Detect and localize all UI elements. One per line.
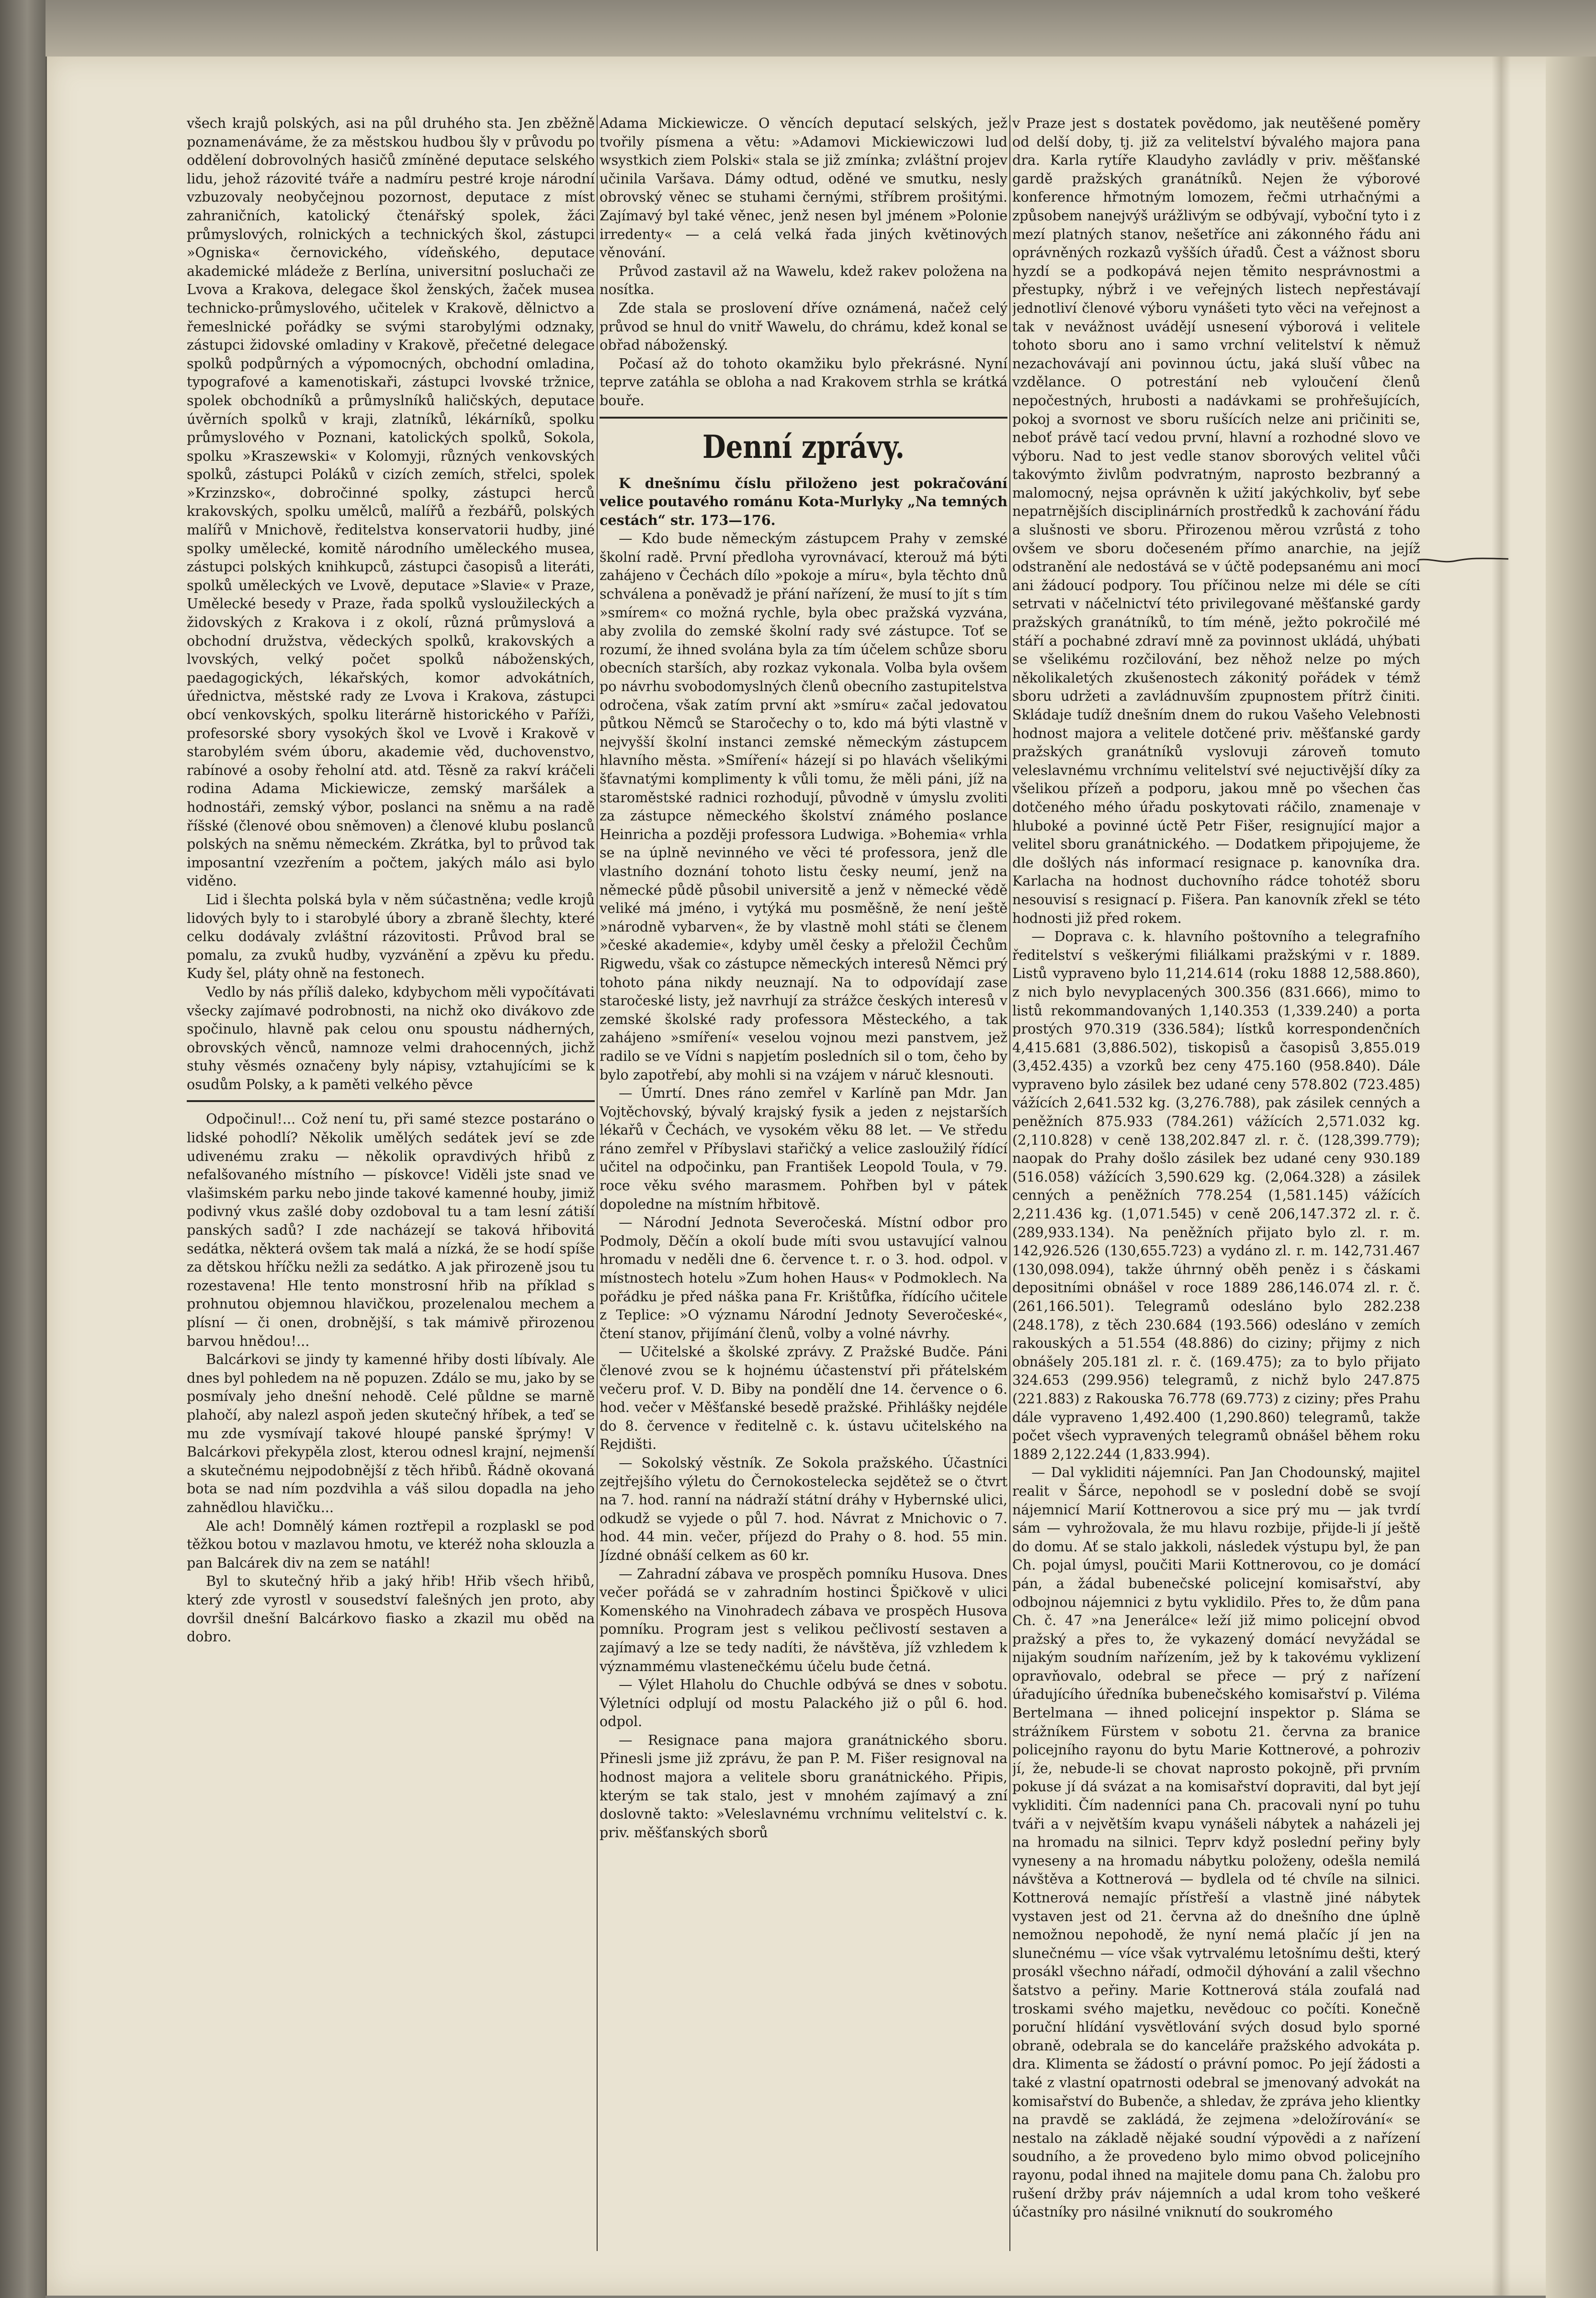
- news-item: K dnešnímu číslu přiloženo jest pokračování velice poutavého románu Kota-Murlyky „Na temných cestách“ str. 173—176.: [600, 475, 1007, 528]
- feuilleton-paragraph: Ale ach! Domnělý kámen roztřepil a rozplaskl se pod těžkou botou v mazlavou hmotu, ve kteréž noha sklouzla a pan Balcárek div na zem se natáhl!: [187, 1517, 595, 1571]
- funeral-report-continued: všech krajů polských, asi na půl druhého sta. Jen zběžně poznamenáváme, že za městskou hudbou šly v průvodu po oddělení dobrovolných hasičů zmíněné deputace selského lidu, jehož rázovité tváře a nadmíru pestré kroje národní vzbuzovaly neobyčejnou pozornost, deputace z míst zahraničních, katolický čtenářský spolek, žáci průmyslových, rolnických a technických škol, zástupci »Ogniska« černovického, vídeňského, deputace akademické mládeže z Berlína, universitní posluchači ze Lvova a Krakova, delegace škol ženských, žaček musea technicko-průmyslového, učitelek v Krakově, dělnictvo a řemeslnické pořádky se svými starobylými odznaky, zástupci židovské omladiny v Krakově, přečetné delegace spolků podpůrných a výpomocných, obchodní omladina, typografové a kamenotiskaři, zástupci lvovské tržnice, spolek obchodníků a průmyslníků haličských, deputace úvěrních spolků v kraji, zlatníků, lékárníků, spolku průmyslového v Poznani, katolických spolků, Sokola, spolku »Kraszewski« v Kolomyji, různých venkovských spolků, zástupci Poláků v cizích zemích, střelci, spolek »Krzinzsko«, dobročinné spolky, zástupci herců krakovských, spolku umělců, malířů a řezbářů, polských malířů v Mnichově, ředitelstva konservatorii hudby, jiné spolky umělecké, komitě národního uměleckého musea, zástupci polských knihkupců, zástupci časopisů a literáti, spolků uměleckých ve Lvově, deputace »Slavie« v Praze, Umělecké besedy v Praze, řada spolků vysloužileckých a židovských z Krakova i z okolí, různá průmyslová a obchodní družstva, vědeckých spolků, krakovských a lvovských, velký počet spolků náboženských, paedagogických, lékařských, komor advokátních, úřednictva, městské rady ze Lvova i Krakova, zástupci obcí venkovských, spolku literárně historického v Paříži, profesorské sbory vysokých škol ve Lvově i Krakově v starobylém svém úboru, akademie věd, duchovenstvo, rabínové a osoby řeholní atd. atd. Těsně za rakví kráčeli rodina Adama Mickiewicze, zemský maršálek a hodnostáři, zemský výbor, poslanci na sněmu a na radě říšské (členové obou sněmoven) a členové klubu poslanců polských na sněmu německém. Zkrátka, byl to průvod tak imposantní vzezřením a počtem, jakých málo asi bylo viděno.: [187, 115, 595, 889]
- column-3: [1012, 114, 1420, 2255]
- section-heading-denni-zpravy: Denní zprávy.: [702, 428, 905, 466]
- news-item: — Učitelské a školské zprávy. Z Pražské Budče. Páni členové zvou se k hojnému účastenství při přátelském večeru prof. V. D. Biby na pondělí dne 14. července o 6. hod. večer v Měšťanské besedě pražské. Přihlášky nejdéle do 8. července v ředitelně c. k. ústavu učitelského na Rejdišti.: [600, 1343, 1007, 1453]
- article-paragraph: Lid i šlechta polská byla v něm súčastněna; vedle krojů lidových byly to i starobylé úbory a zbraně šlechty, které celku dodávaly zvláštní rázovitosti. Průvod bral se pomalu, za zvuků hudby, vyzvánění a zpěvu ku předu. Kudy šel, pláty ohně na festonech.: [187, 891, 595, 982]
- article-paragraph: Vedlo by nás příliš daleko, kdybychom měli vypočítávati všecky zajímavé podrobnosti, na nichž oko divákovo zde spočinulo, hlavně pak celou onu spoustu nádherných, obrovských věnců, namnoze velmi drahocenných, jichž stuhy věsmés označeny byly nápisy, vztahujícími se k osudům Polsky, a k paměti velkého pěvce: [187, 983, 595, 1092]
- column-rule: [597, 115, 598, 2251]
- article-paragraph: Zde stala se proslovení dříve oznámená, načež celý průvod se hnul do vnitř Wawelu, do chrámu, kdež konal se obřad náboženský.: [600, 299, 1007, 353]
- feuilleton-divider: [187, 1100, 595, 1102]
- column-2: [600, 114, 1007, 2255]
- column-rule: [1009, 115, 1010, 2251]
- column-1: [187, 114, 595, 2255]
- news-item: — Úmrtí. Dnes ráno zemřel v Karlíně pan Mdr. Jan Vojtěchovský, bývalý krajský fysik a jeden z nejstarších lékařů v Čechách, ve vysokém věku 88 let. — Ve středu ráno zemřel v Příbyslavi stařičký a velice zasloužilý řídící učitel na odpočinku, pan František Leopold Toula, v 79. roce věku svého marasmem. Pohřben byl v pátek dopoledne na místním hřbitově.: [600, 1085, 1007, 1212]
- feuilleton-paragraph: Odpočinul!... Což není tu, při samé stezce postaráno o lidské pohodlí? Několik umělých sedátek jeví se zde udivenému zraku — několik opravdivých hřibů z nefalšovaného místního — pískovce! Viděli jste snad ve vlašimském parku nebo jinde takové kamenné houby, jimiž podivný vkus zašlé doby ozdoboval tu a tam lesní zátiší panských sadů? I zde nacházejí se taková hřibovitá sedátka, některá ovšem tak malá a nízká, že se hodí spíše za dětskou hříčku nežli za sedátko. A jak přirozeně jsou tu rozestavena! Hle tento monstrosní hřib na příklad s prohnutou objemnou hlavičkou, prozelenalou mechem a plísní — či onen, drobnější, s tak mámivě přirozenou barvou hnědou!...: [187, 1111, 595, 1349]
- feuilleton-paragraph: Byl to skutečný hřib a jaký hřib! Hřib všech hřibů, který zde vyrostl v sousedství falešných jen proto, aby dovršil dnešní Balcárkovo fiasko a zkazil mu oběd na dobro.: [187, 1573, 595, 1645]
- scan-top-edge: [45, 0, 1596, 57]
- news-item: — Dal vykliditi nájemníci. Pan Jan Chodounský, majitel realit v Šárce, nepohodl se v poslední době se svojí nájemnicí Marií Kottnerovou a sice prý mu — jak tvrdí sám — vyhrožovala, že mu hlavu rozbije, přijde-li jí ještě do domu. Ať se stalo jakkoli, následek výstupu byl, že pan Ch. pojal úmysl, poučiti Marii Kottnerovou, co je domácí pán, a žádal bubenečské policejní komisařství, aby odbojnou nájemnici z bytu vyklidilo. Přes to, že dům pana Ch. č. 47 »na Jenerálce« leží již mimo policejní obvod pražský a přes to, že vykazený domácí nevyžádal se nijakým soudním nařízením, jež by k takovému vyklizení opravňovalo, odebral se přece — prý z nařízení úřadujícího úředníka bubenečského komisařství p. Viléma Bertelmana — ihned policejní inspektor p. Sláma se strážníkem Fürstem v sobotu 21. června za branice policejního rayonu do bytu Marie Kottnerové, a pohroziv jí, že, nebude-li se chovat naprosto pokojně, při prvním pokuse jí dá svázat a na komisařství dopraviti, dal byt její vykliditi. Čím nadenníci pana Ch. pracovali nyní po tuhu tváři a v největším kvapu vynášeli nábytek a naházeli jej na hromadu na silnici. Teprv když poslední peřiny byly vyneseny a na hromadu nábytku položeny, odešla nemilá návštěva a Kottnerová — bydlela od té chvíle na silnici. Kottnerová nemajíc přístřeší a vlastně jiné nábytek vystaven jest od 21. června až do dnešního dne úplně nemožnou nepohodě, že nyní nemá plačíc jí jen na slunečnému — více však vytrvalému letošnímu dešti, který prosákl všechno nářadí, odmočil dýhování a zalil všechno šatstvo a peřiny. Marie Kottnerová stála zoufalá nad troskami svého majetku, nevědouc co počíti. Konečně poruční hlídání vysvětlování svých dosud bylo sporné obraně, odebrala se do kanceláře pražského advokáta p. dra. Klimenta se žádostí o právní pomoc. Po její žádosti a také z vlastní opatrnosti odebral se jmenovaný advokát na komisařství do Bubenče, a shledav, že zpráva jeho klientky na pravdě se zakládá, že zejmena »deložírování« se nestalo na základě nějaké soudní výpovědi a z nařízení soudního, a že provedeno bylo mimo obvod policejního rayonu, podal ihned na majitele domu pana Ch. žalobu pro rušení držby práv nájemních a udal krom toho veškeré účastníky pro násilné vniknutí do soukromého: [1012, 1464, 1420, 2220]
- news-item: — Sokolský věstník. Ze Sokola pražského. Účastníci zejtřejšího výletu do Černokostelecka sejdětež se o čtvrt na 7. hod. ranní na nádraží státní dráhy v Hybernské ulici, odkudž se vyjede o půl 7. hod. Návrat z Mnichovic o 7. hod. 44 min. večer, příjezd do Prahy o 8. hod. 55 min. Jízdné obnáší celkem as 60 kr.: [600, 1454, 1007, 1563]
- article-paragraph: Počasí až do tohoto okamžiku bylo překrásné. Nyní teprve zatáhla se obloha a nad Krakovem strhla se krátká bouře.: [600, 355, 1007, 409]
- handwritten-margin-stroke: [1417, 549, 1508, 569]
- news-item: — Kdo bude německým zástupcem Prahy v zemské školní radě. První předloha vyrovnávací, kterouž má býti zahájeno v Čechách dílo »pokoje a míru«, byla těchto dnů schválena a poněvadž je přání nařízení, že musí to jít s tím »smírem« co možná rychle, byla obec pražská vyzvána, aby zvolila do zemské školní rady své zástupce. Toť se rozumí, že ihned svolána byla za tím účelem schůze sboru obecních starších, aby rozkaz vykonala. Volba byla ovšem po návrhu svobodomyslných členů obecního zastupitelstva odročena, však zatím první akt »smíru« začal jedovatou půtkou Němců se Staročechy o to, kdo má býti vlastně v nejvyšší školní instanci zemské německým zástupcem hlavního města. »Smíření« házejí si po hlavách všelikými šťavnatými komplimenty k vůli tomu, že měli páni, jíž na staroměstské radnici rozhodují, původně v úmyslu zvoliti za zástupce německého školství známého poslance Heinricha a později professora Ludwiga. »Bohemia« vrhla se na úplně nevinného ve věci té professora, jenž dle vlastního doznání tohoto listu česky neumí, jenž na německé půdě působil universitě a jenž v německé vědě veliké má jméno, i vytýká mu posměšně, že není ještě »národně vybarven«, že by vlastně mohl státi se členem »české akademie«, kdyby uměl česky a přeložil Čechům Rigwedu, však co zástupce německých interesů Němci prý tohoto pána nikdy neuznají. Na to odpovídají zase staročeské listy, jež navrhují za strážce českých interesů v zemské školské rady professora Městeckého, a tak zahájeno »smíření« veselou vojnou mezi panstvem, jež radilo se ve Vídni s napjetím posledních sil o tom, čeho by bylo zapotřebí, aby mohli si na vzájem v náruč klesnouti.: [600, 530, 1007, 1083]
- news-item: — Výlet Hlaholu do Chuchle odbývá se dnes v sobotu. Výletníci odplují od mostu Palackého již o půl 6. hod. odpol.: [600, 1676, 1007, 1730]
- news-item: — Resignace pana majora granátnického sboru. Přinesli jsme již zprávu, že pan P. M. Fišer resignoval na hodnost majora a velitele sboru granátnického. Připis, kterým se tak stalo, jest v mnohém zajímavý a zní doslovně takto: »Veleslavnému vrchnímu velitelství c. k. priv. měšťanských sborů: [600, 1731, 1007, 1841]
- feuilleton-paragraph: Balcárkovi se jindy ty kamenné hřiby dosti líbívaly. Ale dnes byl pohledem na ně popuzen. Zdálo se mu, jako by se posmívaly jeho dnešní nehodě. Celé půldne se marně plahočí, aby nalezl aspoň jeden skutečný hříbek, a teď se mu zde vysmívají takové hloupé panské šprýmy! V Balcárkovi překypěla zlost, kterou odnesl krajní, nejmenší a skutečnému nejpodobnější z těch hřibů. Řádně okovaná bota se nad ním pozdvihla a váš silou dopadla na jeho zahnědlou hlavičku...: [187, 1351, 595, 1515]
- article-paragraph: Průvod zastavil až na Wawelu, kdež rakev položena na nosítka.: [600, 262, 1007, 298]
- news-item: — Zahradní zábava ve prospěch pomníku Husova. Dnes večer pořádá se v zahradním hostinci Špičkově v ulici Komenského na Vinohradech zábava ve prospěch Husova pomníku. Program jest s velikou pečlivostí sestaven a zajímavý a lze se tedy nadíti, že návštěva, jíž vzhledem k význammému vlastenečkému účelu bude četná.: [600, 1565, 1007, 1674]
- scan-left-edge: [0, 0, 45, 2298]
- news-item: — Národní Jednota Severočeská. Místní odbor pro Podmoly, Děčín a okolí bude míti svou ustavující valnou hromadu v neděli dne 6. července t. r. o 3. hod. odpol. v místnostech hotelu »Zum hohen Haus« v Podmoklech. Na pořádku je před náška pana Fr. Krištůfka, řídícího učitele z Teplice: »O významu Národní Jednoty Severočeské«, čtení stanov, přijímání členů, volby a volné návrhy.: [600, 1214, 1007, 1342]
- page-right-edge: [1546, 57, 1596, 2298]
- section-divider: [600, 417, 1007, 419]
- page-fold-crease: [1492, 57, 1511, 2296]
- news-item: — Doprava c. k. hlavního poštovního a telegrafního ředitelství s veškerými filiálkami pražskými v r. 1889. Listů vypraveno bylo 11,214.614 (roku 1888 12,588.860), z nich bylo nevyplacených 300.356 (831.666), mimo to listů rekommandovaných 1,140.353 (1,339.240) a porta prostých 970.319 (336.584); lístků korrespondenčních 4,415.681 (3,886.502), tiskopisů a časopisů 3,855.019 (3,452.435) a vzorků bez ceny 475.160 (958.840). Dále vypraveno bylo zásilek bez udané ceny 578.802 (723.485) vážících 2,641.532 kg. (3,276.788), pak zásilek cenných a peněžních 875.933 (784.261) vážících 2,571.032 kg. (2,110.828) v ceně 138,202.847 zl. r. č. (128,399.779); naopak do Prahy došlo zásilek bez udané ceny 930.189 (516.058) vážících 3,590.629 kg. (2,064.328) a zásilek cenných a peněžních 778.254 (1,581.145) vážících 2,211.436 kg. (1,071.545) v ceně 206,147.372 zl. r. č. (289,933.134). Na peněžních přijato bylo zl. r. m. 142,926.526 (130,655.723) a vydáno zl. r. m. 142,731.467 (130,098.094), takže úhrnný oběh peněz i s čáskami depositními obnášel v roce 1889 286,146.074 zl. r. č. (261,166.501). Telegramů odesláno bylo 282.238 (248.178), z těch 230.684 (193.566) odesláno v zemích rakouských a 51.554 (48.886) do ciziny; přijmy z nich obnášely 205.181 zl. r. č. (169.475); za to bylo přijato 324.653 (299.956) telegramů, z nichž bylo 247.875 (221.883) z Rakouska 76.778 (69.773) z ciziny; přes Prahu dále vypraveno 1,492.400 (1,290.860) telegramů, takže počet všech vypravených telegramů obnášel během roku 1889 2,122.244 (1,833.994).: [1012, 928, 1420, 1462]
- news-item: v Praze jest s dostatek povědomo, jak neutěšené poměry od delší doby, tj. již za velitelství bývalého majora pana dra. Karla rytíře Klaudyho zavládly v priv. měšťanské gardě pražských granátníků. Nejen že výborové konference hřmotným lomozem, řečmi utrhačnými a způsobem nanejvýš urážlivým se odbývají, vyboční tyto i z mezí platných stanov, nešetříce ani zákonného řádu ani oprávněných rozkazů vyšších úřadů. Čest a vážnost sboru hyzdí se a podkopává nejen těmito nesprávnostmi a přestupky, nýbrž i ve veřejných listech nepřestávají jednotliví členové výboru vynášeti tyto věci na veřejnost a tak v nevážnost uvádějí usnesení výborová i velitele tohoto sboru ano i samo vrchní velitelství k němuž nezachovávají ani povinnou úctu, jaká sluší vůbec na vzdělance. O potrestání neb vyloučení členů nepočestných, hrubosti a nadávkami se prohřešujících, pokoj a svornost ve sboru rušících nelze ani pričiniti se, neboť právě tací vedou první, hlavní a rozhodné slovo ve výboru. Nad to jest vedle stanov sborových velitel vůči takovýmto živlům podvratným, naprosto bezbranný a malomocný, nejsa oprávněn k užití jakýchkoliv, byť sebe nepatrnějších disciplinárních prostředků k zachování řádu a slušnosti ve sboru. Přirozenou měrou vzrůstá z toho ovšem ve sboru dočeseném přímo anarchie, na jejíž odstranění ale nedostává se v účtě podepsanému ani moci ani žádoucí podpory. Tou příčinou nelze mi déle se cíti setrvati v náčelnictví této privilegované měšťanské gardy pražských granátníků, to tím méně, ježto pokročilé mé stáří a pochabné zdraví mně za povinnost ukládá, uhýbati se všelikému rozčilování, bez něhož nelze po mých několikaletých zkušenostech zákonitý pořádek v témž sboru udržeti a zavládnuvším zpupnostem přítrž činiti. Skládaje tudíž dnešním dnem do rukou Vašeho Velebnosti hodnost majora a velitele dotčené priv. měšťanské gardy pražských granátníků vyslovuji zároveň tomuto veleslavnému vrchnímu velitelství své nejuctivější díky za všelikou přízeň a podporu, jakou mně po všechen čas dotčeného mého úřadu poskytovati ráčilo, znamenaje v hluboké a povinné úctě Petr Fišer, resignující major a velitel sboru granátnického. — Dodatkem připojujeme, že dle došlých nás informací resignace p. kanovníka dra. Karlacha na hodnost duchovního rádce tohotéž sboru nesouvisí s resignací p. Fišera. Pan kanovník zřekl se této hodnosti již před rokem.: [1012, 115, 1420, 926]
- article-paragraph: Adama Mickiewicze. O věncích deputací selských, jež tvořily písmena a větu: »Adamovi Mickiewiczowi lud wsystkich ziem Polski« stala se již zmínka; zvláštní projev učinila Varšava. Dámy odtud, oděné ve smutku, nesly obrovský věnec se stuhami černými, stříbrem prošitými. Zajímavý byl také věnec, jenž nesen byl jménem »Polonie irredenty« — a celá velká řada jiných květinových věnování.: [600, 115, 1007, 261]
